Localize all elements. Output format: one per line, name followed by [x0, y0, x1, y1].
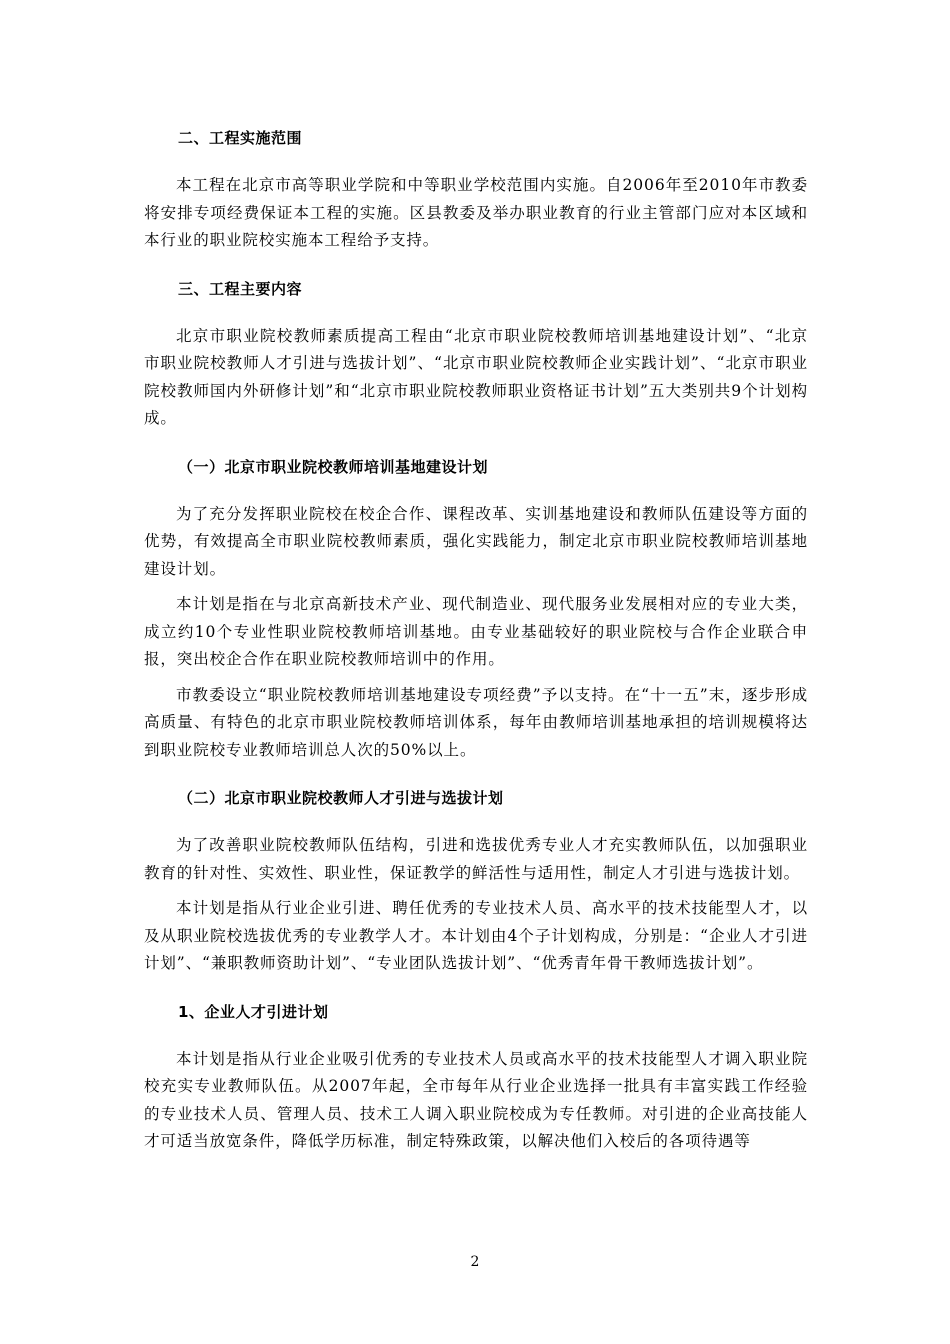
paragraph-training-base-3: 市教委设立“职业院校教师培训基地建设专项经费”予以支持。在“十一五”末，逐步形成高质量、有特色的北京市职业院校教师培训体系，每年由教师培训基地承担的培训规模将达到职业院校专业教师培训总人次的50%以上。 [144, 685, 808, 759]
section-heading-scope: 二、工程实施范围 [178, 129, 303, 147]
paragraph-training-base-1: 为了充分发挥职业院校在校企合作、课程改革、实训基地建设和教师队伍建设等方面的优势，有效提高全市职业院校教师素质，强化实践能力，制定北京市职业院校教师培训基地建设计划。 [144, 504, 808, 578]
page-number: 2 [470, 1254, 480, 1270]
subsection-heading-training-base: （一）北京市职业院校教师培训基地建设计划 [178, 457, 489, 476]
paragraph-enterprise-talent: 本计划是指从行业企业吸引优秀的专业技术人员或高水平的技术技能型人才调入职业院校充实专业教师队伍。从2007年起，全市每年从行业企业选择一批具有丰富实践工作经验的专业技术人员、管理人员、技术工人调入职业院校成为专任教师。对引进的企业高技能人才可适当放宽条件，降低学历标准，制定特殊政策，以解决他们入校后的各项待遇等 [144, 1049, 808, 1150]
page-content [144, 124, 808, 1156]
section-heading-main-content: 三、工程主要内容 [178, 279, 303, 298]
paragraph-scope: 本工程在北京市高等职业学院和中等职业学校范围内实施。自2006年至2010年市教委将安排专项经费保证本工程的实施。区县教委及举办职业教育的行业主管部门应对本区域和本行业的职业院校实施本工程给予支持。 [144, 176, 808, 249]
subsection-heading-talent-introduction: （二）北京市职业院校教师人才引进与选拔计划 [178, 789, 504, 807]
paragraph-talent-introduction-1: 为了改善职业院校教师队伍结构，引进和选拔优秀专业人才充实教师队伍，以加强职业教育的针对性、实效性、职业性，保证教学的鲜活性与适用性，制定人才引进与选拔计划。 [144, 836, 808, 882]
item-heading-enterprise-talent: 1、企业人才引进计划 [178, 1002, 329, 1021]
paragraph-main-content: 北京市职业院校教师素质提高工程由“北京市职业院校教师培训基地建设计划”、“北京市职业院校教师人才引进与选拔计划”、“北京市职业院校教师企业实践计划”、“北京市职业院校教师国内外研修计划”和“北京市职业院校教师职业资格证书计划”五大类别共9个计划构成。 [144, 326, 808, 427]
paragraph-talent-introduction-2: 本计划是指从行业企业引进、聘任优秀的专业技术人员、高水平的技术技能型人才，以及从职业院校选拔优秀的专业教学人才。本计划由4个子计划构成，分别是：“企业人才引进计划”、“兼职教师资助计划”、“专业团队选拔计划”、“优秀青年骨干教师选拔计划”。 [144, 899, 808, 972]
paragraph-training-base-2: 本计划是指在与北京高新技术产业、现代制造业、现代服务业发展相对应的专业大类，成立约10个专业性职业院校教师培训基地。由专业基础较好的职业院校与合作企业联合申报，突出校企合作在职业院校教师培训中的作用。 [144, 595, 808, 668]
